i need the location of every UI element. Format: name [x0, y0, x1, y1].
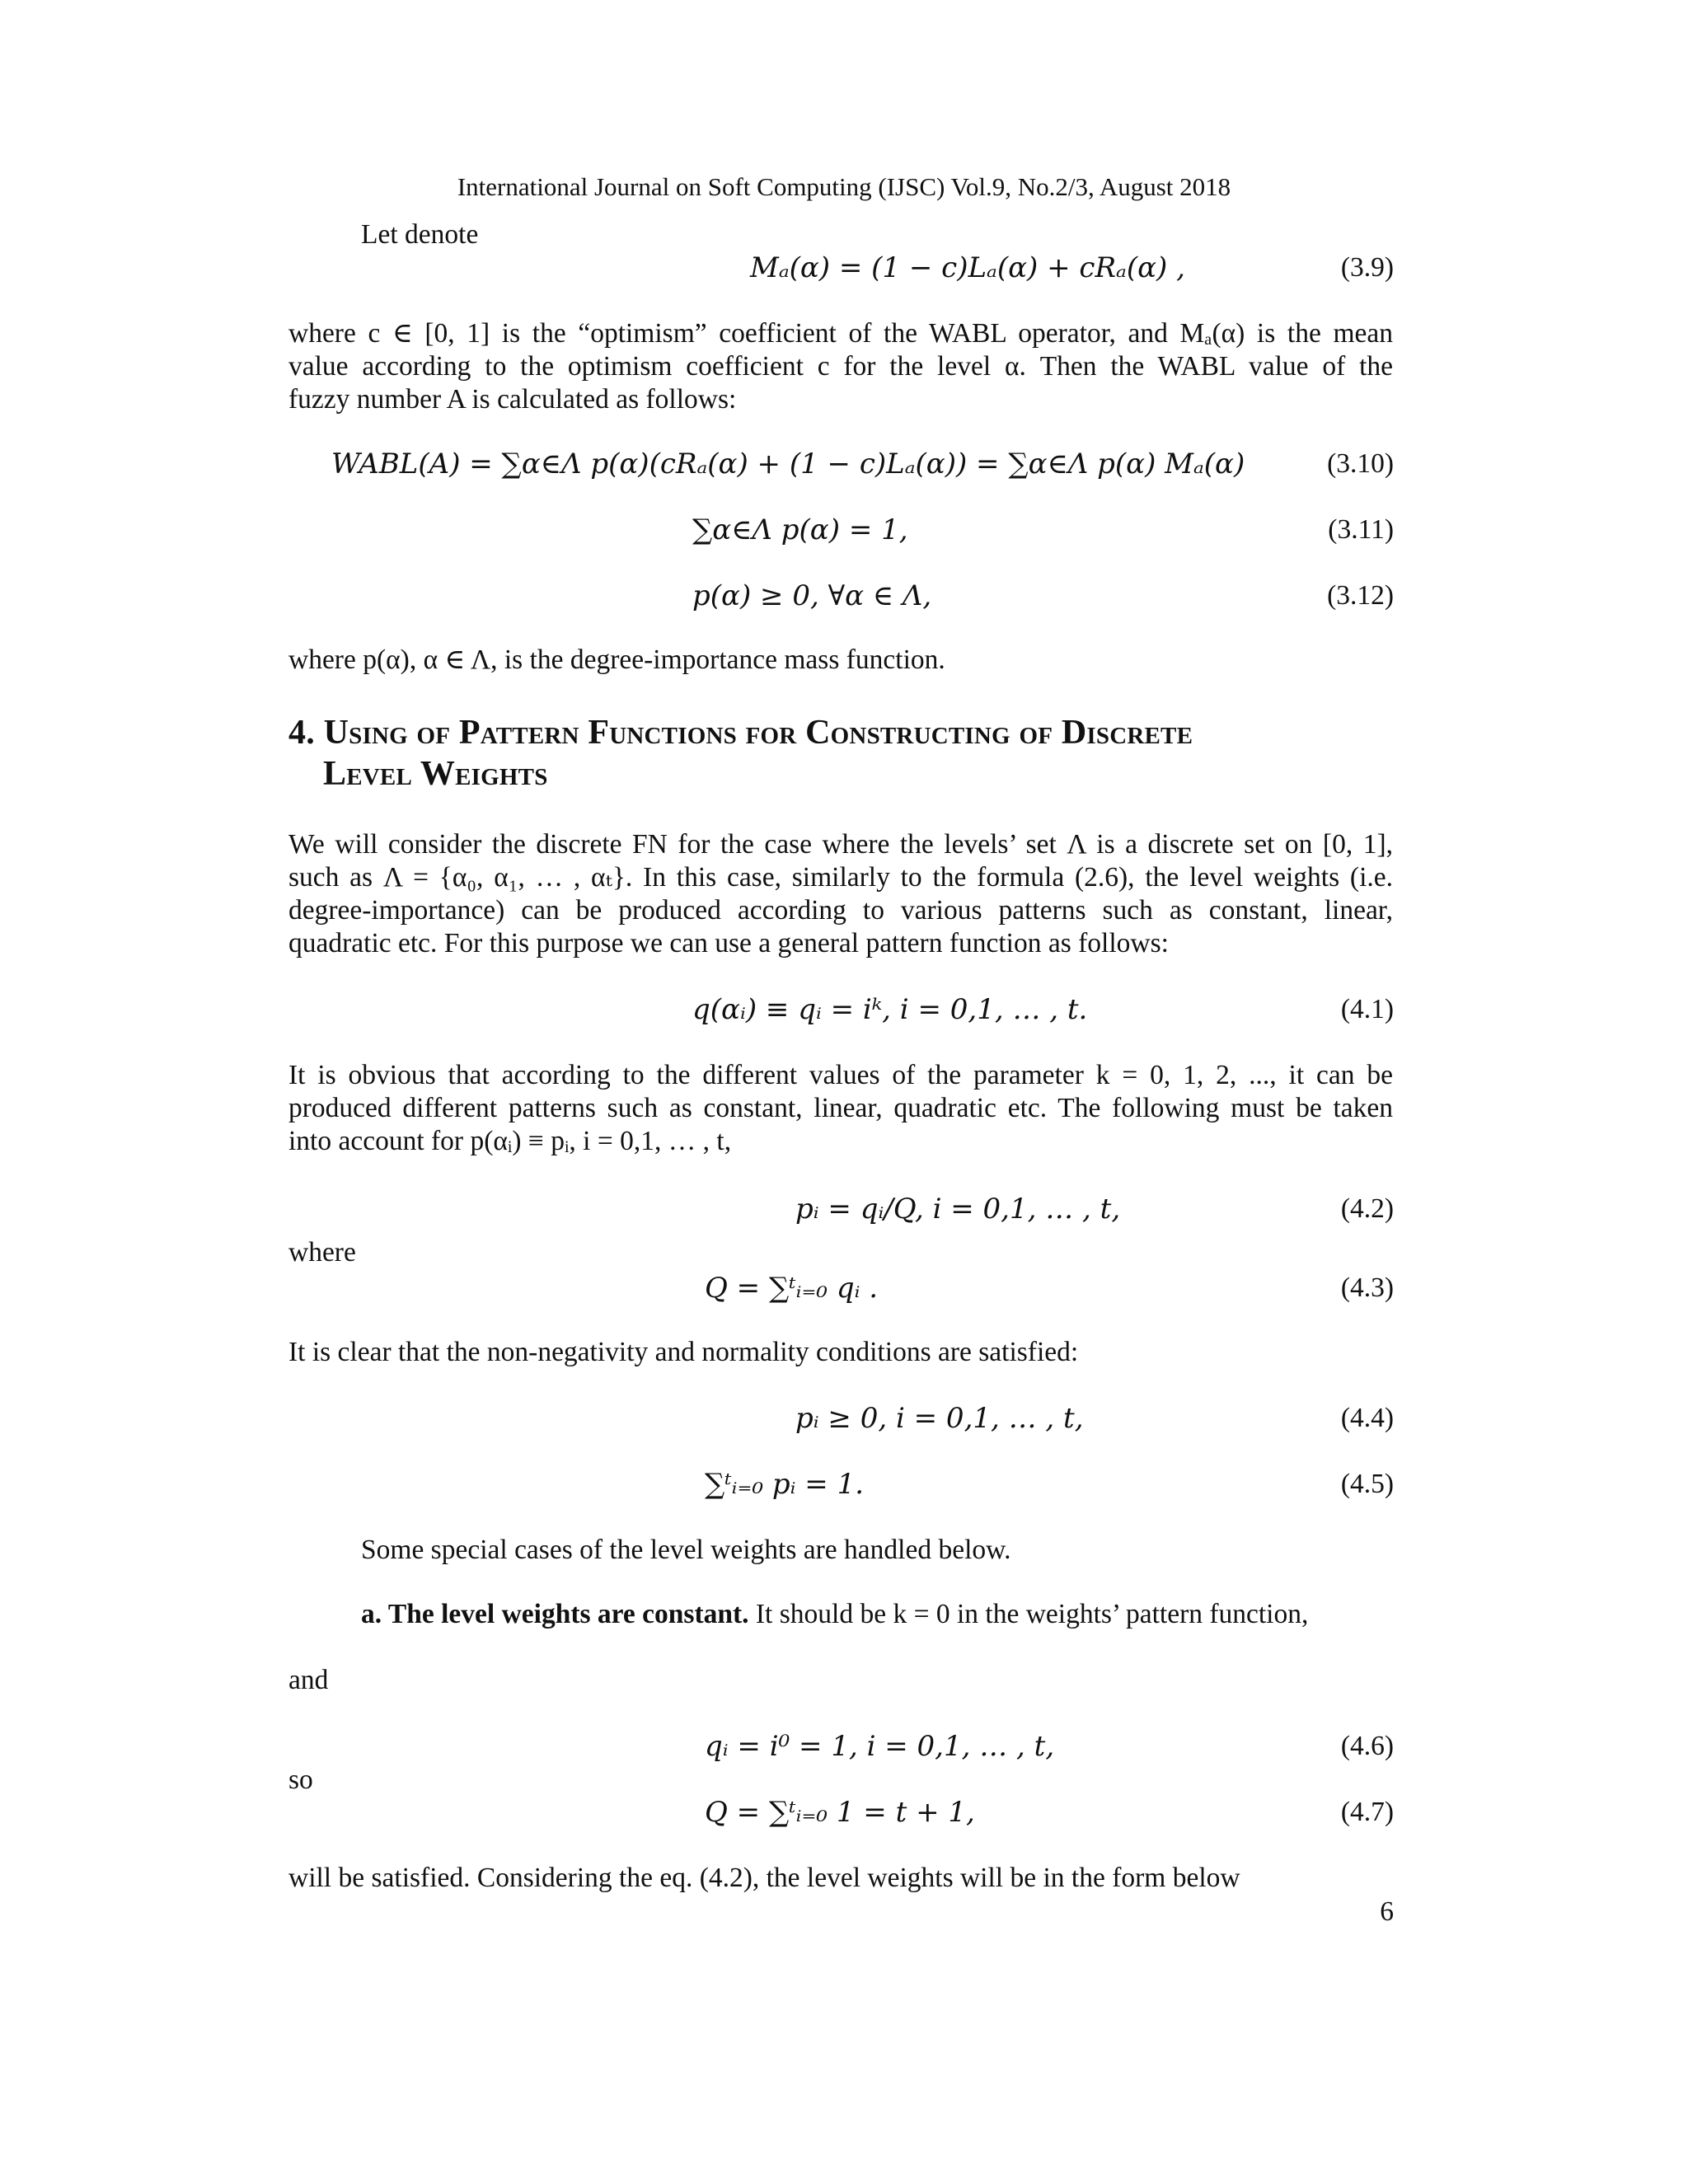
case-a-line: [361, 1598, 1308, 1631]
case-a-text: It should be k = 0 in the weights’ pattern function,: [748, 1599, 1309, 1629]
paragraph-line: It is clear that the non-negativity and normality conditions are satisfied:: [288, 1337, 1079, 1367]
paragraph-line: It is obvious that according to the different values of the parameter k = 0, 1, 2, ..., it can be: [288, 1060, 1393, 1090]
equation-4-7: Q = ∑ᵗᵢ₌₀ 1 = t + 1,: [705, 1796, 975, 1829]
case-a-title: a. The level weights are constant.: [361, 1599, 749, 1629]
paragraph-line: into account for p(αᵢ) ≡ pᵢ, i = 0,1, … , t,: [288, 1126, 732, 1156]
equation-number-4-4: (4.4): [1340, 1403, 1394, 1433]
equation-number-4-6: (4.6): [1340, 1731, 1394, 1761]
equation-4-6: qᵢ = i⁰ = 1, i = 0,1, … , t,: [705, 1730, 1055, 1763]
equation-number-4-2: (4.2): [1340, 1193, 1394, 1224]
paragraph-line: value according to the optimism coefficient c for the level α. Then the WABL value of the: [288, 351, 1393, 382]
paragraph-line: where p(α), α ∈ Λ, is the degree-importance mass function.: [288, 644, 945, 675]
section-heading-continued: Level Weights: [323, 755, 548, 793]
equation-number-4-1: (4.1): [1340, 994, 1394, 1024]
equation-3-11: ∑α∈Λ p(α) = 1,: [692, 513, 908, 546]
equation-number-3-10: (3.10): [1327, 448, 1394, 479]
equation-3-12: p(α) ≥ 0, ∀α ∈ Λ,: [692, 579, 932, 612]
equation-4-4: pᵢ ≥ 0, i = 0,1, … , t,: [795, 1402, 1084, 1435]
paragraph-line: such as Λ = {α₀, α₁, … , αₜ}. In this case, similarly to the formula (2.6), the level weights (i.e.: [288, 862, 1393, 893]
equation-4-2: pᵢ = qᵢ/Q, i = 0,1, … , t,: [795, 1193, 1121, 1226]
equation-number-4-3: (4.3): [1340, 1272, 1394, 1303]
paragraph-line: fuzzy number A is calculated as follows:: [288, 384, 737, 415]
equation-number-4-7: (4.7): [1340, 1797, 1394, 1827]
equation-number-3-12: (3.12): [1327, 580, 1394, 611]
equation-number-3-11: (3.11): [1328, 514, 1394, 545]
paragraph-line: produced different patterns such as constant, linear, quadratic etc. The following must be taken: [288, 1093, 1393, 1123]
so-label: so: [288, 1765, 313, 1795]
equation-number-4-5: (4.5): [1340, 1469, 1394, 1499]
paragraph-line: quadratic etc. For this purpose we can use a general pattern function as follows:: [288, 928, 1169, 958]
section-heading: 4. Using of Pattern Functions for Constructing of Discrete: [288, 714, 1193, 752]
intro-text: Let denote: [361, 219, 479, 250]
equation-number-3-9: (3.9): [1340, 252, 1394, 283]
and-label: and: [288, 1665, 329, 1695]
paragraph-line: We will consider the discrete FN for the case where the levels’ set Λ is a discrete set on [0, 1],: [288, 829, 1393, 860]
journal-header: International Journal on Soft Computing (IJSC) Vol.9, No.2/3, August 2018: [457, 172, 1231, 201]
page-number: 6: [1380, 1896, 1394, 1927]
equation-4-3: Q = ∑ᵗᵢ₌₀ qᵢ .: [705, 1272, 879, 1305]
paragraph-line: where c ∈ [0, 1] is the “optimism” coefficient of the WABL operator, and Mₐ(α) is the mean: [288, 318, 1393, 349]
equation-4-5: ∑ᵗᵢ₌₀ pᵢ = 1.: [705, 1468, 865, 1501]
equation-3-9: Mₐ(α) = (1 − c)Lₐ(α) + cRₐ(α) ,: [750, 251, 1185, 284]
paragraph-line: degree-importance) can be produced according to various patterns such as constant, linear,: [288, 895, 1393, 926]
equation-3-10: WABL(A) = ∑α∈Λ p(α)(cRₐ(α) + (1 − c)Lₐ(α)) = ∑α∈Λ p(α) Mₐ(α): [331, 448, 1245, 480]
paragraph-line: will be satisfied. Considering the eq. (4.2), the level weights will be in the form below: [288, 1863, 1240, 1893]
where-label: where: [288, 1237, 356, 1268]
paragraph-line: Some special cases of the level weights are handled below.: [361, 1535, 1011, 1565]
equation-4-1: q(αᵢ) ≡ qᵢ = iᵏ, i = 0,1, … , t.: [692, 993, 1088, 1026]
